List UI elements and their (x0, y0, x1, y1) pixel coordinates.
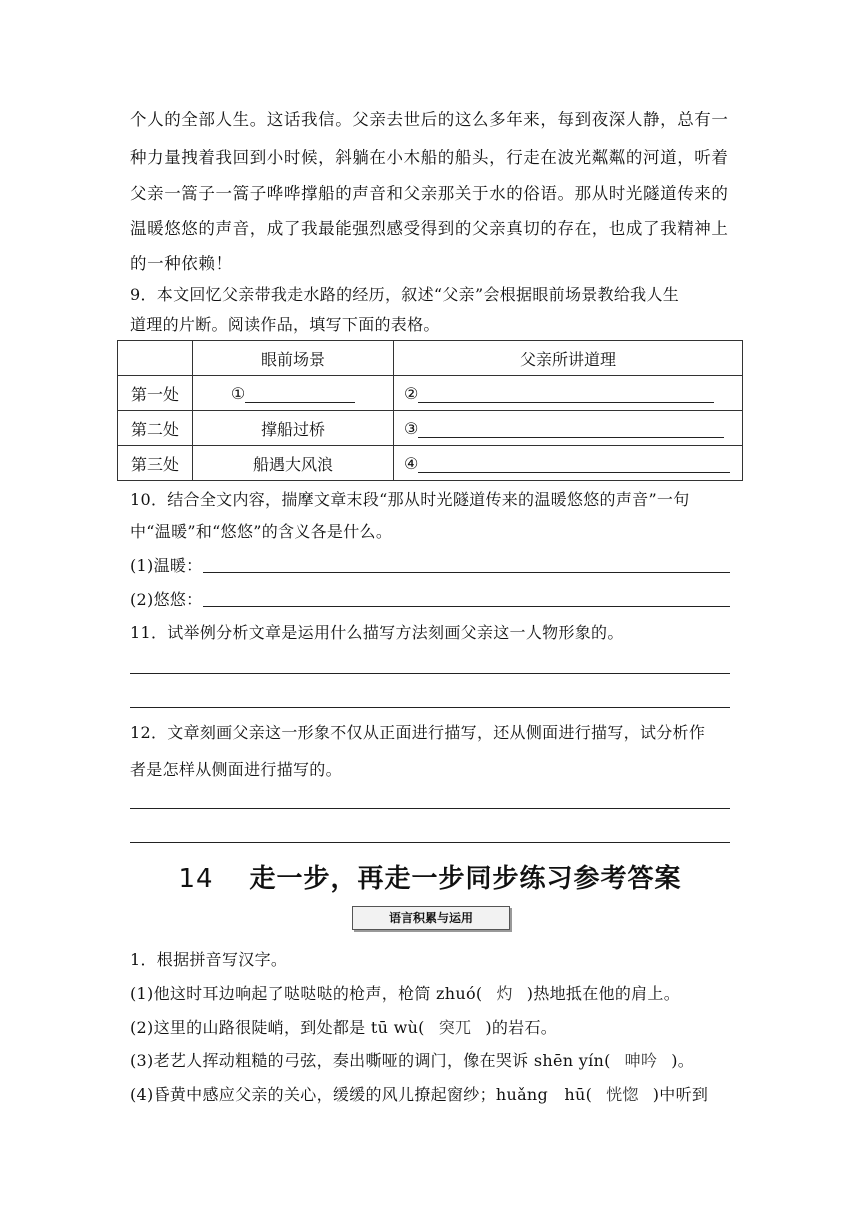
answer-item-text: (3)老艺人挥动粗糙的弓弦，奏出嘶哑的调门，像在哭诉 shēn yín( (130, 1051, 611, 1070)
answer-item (130, 1051, 730, 1071)
question-10-text: 中“温暖”和“悠悠”的含义各是什么。 (130, 522, 393, 541)
answer-item-text: (2)这里的山路很陡峭，到处都是 tū wù( (130, 1018, 425, 1037)
row-label: 第一处 (118, 376, 193, 411)
row-label: 第三处 (118, 446, 193, 481)
reason-cell[interactable] (394, 411, 743, 446)
answer-item (130, 1018, 730, 1038)
scene-cell: 船遇大风浪 (193, 446, 394, 481)
scene-cell: 撑船过桥 (193, 411, 394, 446)
passage-line: 种力量拽着我回到小时候，斜躺在小木船的船头，行走在波光粼粼的河道，听着 (130, 148, 729, 167)
answers-title (0, 858, 860, 895)
answer-line[interactable] (130, 673, 730, 674)
question-9-text: 9．本文回忆父亲带我走水路的经历，叙述“父亲”会根据眼前场景教给我人生 (130, 285, 680, 304)
blank-line[interactable] (418, 421, 724, 438)
answer-item (130, 984, 730, 1004)
blank-marker: ① (230, 383, 246, 403)
scene-cell[interactable] (193, 376, 394, 411)
answer-item-text: )的岩石。 (485, 1018, 558, 1037)
answer-item-text: )热地抵在他的肩上。 (526, 984, 681, 1003)
reason-cell[interactable] (394, 446, 743, 481)
reason-cell[interactable] (394, 376, 743, 411)
answer-fill: 呻吟 (624, 1051, 658, 1070)
answer-item-text: )中听到 (652, 1085, 709, 1104)
table-header-row (118, 341, 743, 376)
blank-line[interactable] (418, 456, 730, 473)
question-10-sub2: (2)悠悠： (130, 590, 203, 609)
question-10-text: 10．结合全文内容，揣摩文章末段“那从时光隧道传来的温暖悠悠的声音”一句 (130, 490, 690, 509)
question-9-text: 道理的片断。阅读作品，填写下面的表格。 (130, 315, 440, 334)
table-header-cell (118, 341, 193, 376)
passage-line: 的一种依赖！ (130, 254, 233, 273)
answer-line[interactable] (130, 842, 730, 843)
question-10-sub1: (1)温暖： (130, 556, 203, 575)
answer-item (130, 1085, 730, 1105)
lesson-title: 走一步，再走一步同步练习参考答案 (249, 864, 682, 894)
answer-item-text: )。 (671, 1051, 695, 1070)
table-row (118, 446, 743, 481)
answer-fill: 恍惚 (606, 1085, 639, 1104)
question-12-text: 者是怎样从侧面进行描写的。 (130, 760, 342, 779)
question-12-text: 12．文章刻画父亲这一形象不仅从正面进行描写，还从侧面进行描写，试分析作 (130, 723, 706, 742)
question-11-text: 11．试举例分析文章是运用什么描写方法刻画父亲这一人物形象的。 (130, 623, 624, 642)
answer-fill: 灼 (496, 984, 513, 1003)
row-label: 第二处 (118, 411, 193, 446)
answer-question-1: 1．根据拼音写汉字。 (130, 950, 288, 969)
lesson-number: 14 (178, 864, 214, 894)
answer-line[interactable] (203, 606, 730, 607)
blank-marker: ② (404, 383, 419, 403)
blank-line[interactable] (245, 386, 355, 403)
section-badge: 语言积累与运用 (352, 906, 510, 930)
table-row (118, 411, 743, 446)
answer-fill: 突兀 (438, 1018, 472, 1037)
answer-line[interactable] (130, 707, 730, 708)
passage-line: 父亲一篙子一篙子哗哗撑船的声音和父亲那关于水的俗语。那从时光隧道传来的 (130, 184, 729, 203)
passage-line: 个人的全部人生。这话我信。父亲去世后的这么多年来，每到夜深人静，总有一 (130, 110, 729, 129)
table-row (118, 376, 743, 411)
blank-line[interactable] (418, 386, 714, 403)
blank-marker: ③ (404, 418, 419, 438)
table-header-cell: 父亲所讲道理 (394, 341, 743, 376)
blank-marker: ④ (404, 453, 419, 473)
table-header-cell: 眼前场景 (193, 341, 394, 376)
answer-item-text: (1)他这时耳边响起了哒哒哒的枪声，枪筒 zhuó( (130, 984, 483, 1003)
passage-line: 温暖悠悠的声音，成了我最能强烈感受得到的父亲真切的存在，也成了我精神上 (130, 219, 729, 238)
answer-item-text: (4)昏黄中感应父亲的关心，缓缓的风儿撩起窗纱；huǎng hū( (130, 1085, 593, 1104)
answer-line[interactable] (130, 808, 730, 809)
answer-line[interactable] (203, 572, 730, 573)
answer-table (117, 340, 743, 481)
